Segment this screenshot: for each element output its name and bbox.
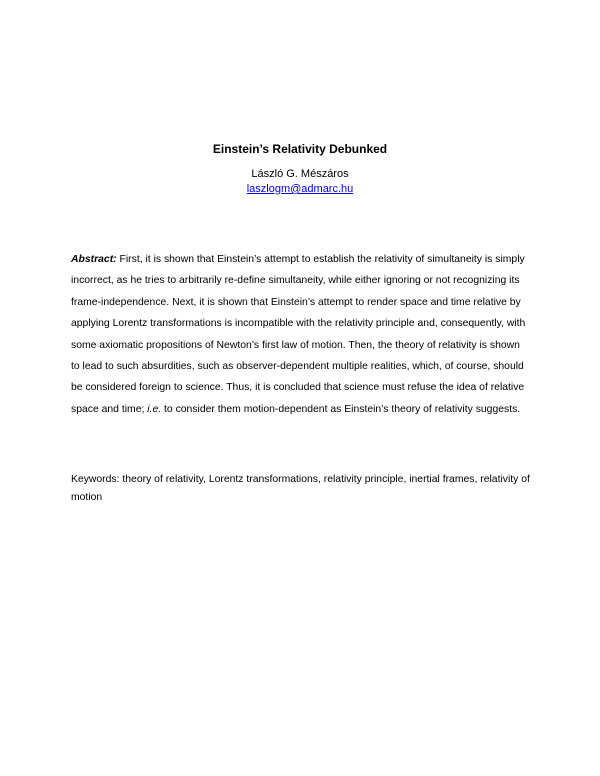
paper-title: Einstein’s Relativity Debunked bbox=[212, 142, 388, 156]
abstract-paragraph bbox=[71, 249, 531, 420]
abstract-text-part2: to consider them motion-dependent as Einstein’s theory of relativity suggests. bbox=[161, 403, 521, 415]
author-name: László G. Mészáros bbox=[251, 168, 349, 180]
abstract-ie: i.e. bbox=[147, 403, 162, 415]
keywords-paragraph: Keywords: theory of relativity, Lorentz transformations, relativity principle, inertial frames, relativity of motion bbox=[71, 474, 530, 503]
abstract-label: Abstract: bbox=[71, 254, 117, 265]
email-link[interactable]: laszlogm@admarc.hu bbox=[246, 183, 354, 195]
abstract-text-part1: First, it is shown that Einstein’s attempt to establish the relativity of simultaneity is simply incorrect, as he tries to arbitrarily re-define simultaneity, while either ignoring or not recognizing its frame-independence. Next, it is shown that Einstein’s attempt to render space and time relative by applying Lorentz transformations is incompatible with the relativity principle and, consequently, with some axiomatic propositions of Newton’s first law of motion. Then, the theory of relativity is shown to lead to such absurdities, such as observer-dependent multiple realities, which, of course, should be considered foreign to science. Thus, it is concluded that science must refuse the idea of relative space and time; bbox=[71, 254, 526, 415]
author-email bbox=[0, 183, 600, 195]
